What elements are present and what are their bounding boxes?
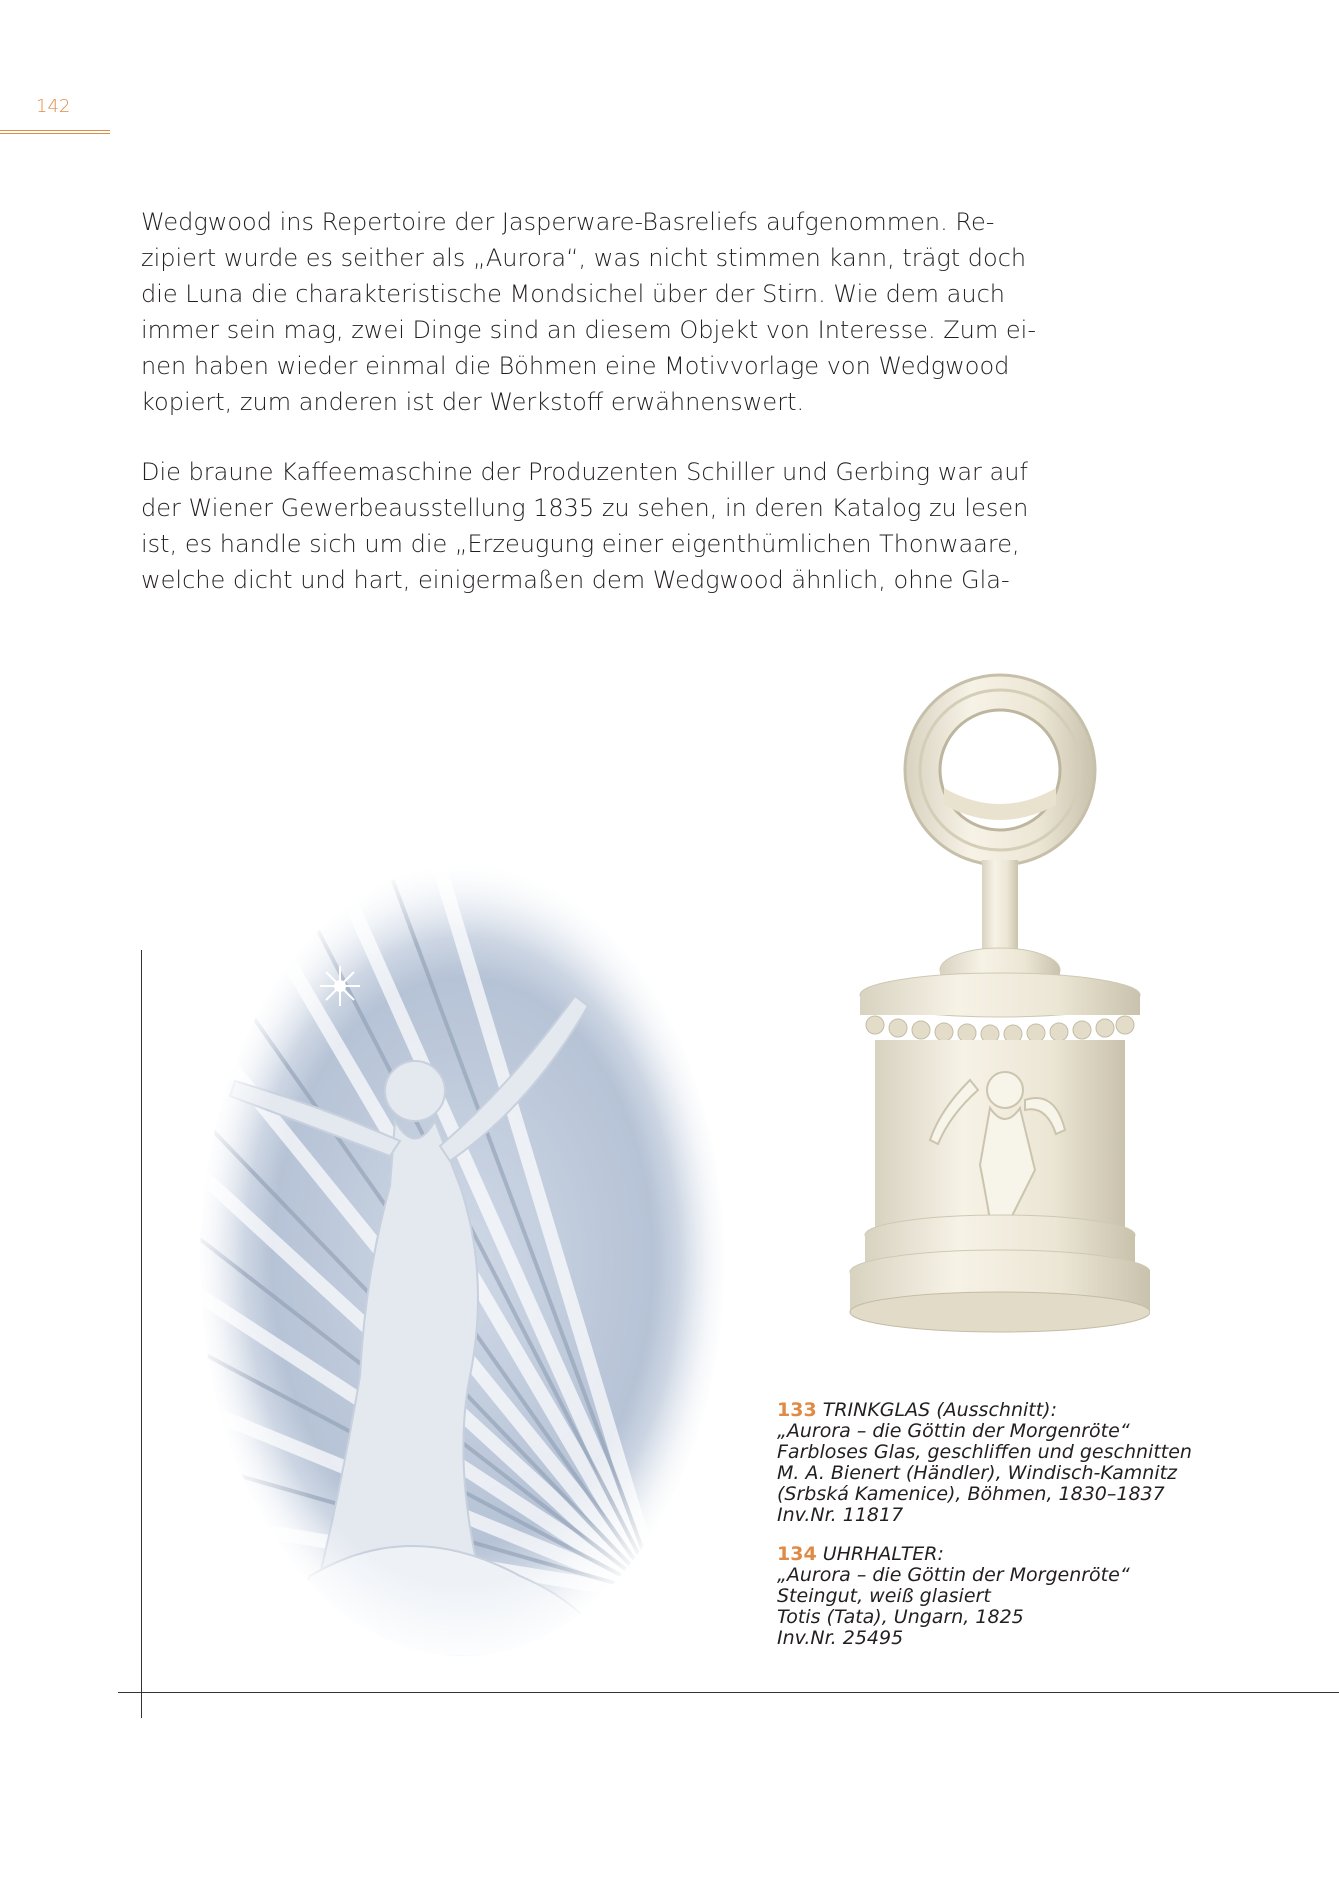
caption-line: Farbloses Glas, geschliffen und geschnitten: [777, 1441, 1192, 1463]
caption-line: Steingut, weiß glasiert: [777, 1585, 991, 1607]
caption-heading: [777, 1400, 1317, 1421]
paragraph-1: [141, 204, 1041, 420]
caption-line: „Aurora – die Göttin der Morgenröte“: [777, 1564, 1130, 1586]
glass-oval-illustration: [190, 856, 735, 1666]
header-rule: [0, 130, 110, 134]
page-number: 142: [36, 96, 71, 117]
text-line: kopiert, zum anderen ist der Werkstoff erwähnenswert.: [141, 388, 805, 416]
caption-line: (Srbská Kamenice), Böhmen, 1830–1837: [777, 1483, 1165, 1505]
caption-number: 134: [777, 1543, 817, 1565]
text-line: der Wiener Gewerbeausstellung 1835 zu sehen, in deren Katalog zu lesen: [141, 494, 1029, 522]
caption-line: Totis (Tata), Ungarn, 1825: [777, 1606, 1024, 1628]
frame-vertical-line: [141, 950, 142, 1718]
frame-horizontal-line: [118, 1692, 1339, 1693]
caption-title: UHRHALTER:: [822, 1543, 944, 1565]
text-line: nen haben wieder einmal die Böhmen eine Motivvorlage von Wedgwood: [141, 352, 1010, 380]
caption-line: „Aurora – die Göttin der Morgenröte“: [777, 1420, 1130, 1442]
paragraph-2: [141, 454, 1041, 598]
caption-heading: [777, 1544, 1317, 1565]
text-line: immer sein mag, zwei Dinge sind an diesem Objekt von Interesse. Zum ei-: [141, 316, 1036, 344]
text-line: Wedgwood ins Repertoire der Jasperware-Basreliefs aufgenommen. Re-: [141, 208, 995, 236]
caption-133: [777, 1400, 1317, 1526]
text-line: welche dicht und hart, einigermaßen dem Wedgwood ähnlich, ohne Gla-: [141, 566, 1010, 594]
caption-134: [777, 1544, 1317, 1649]
text-line: die Luna die charakteristische Mondsichel über der Stirn. Wie dem auch: [141, 280, 1005, 308]
clock-holder-illustration: [820, 660, 1150, 1360]
caption-line: Inv.Nr. 25495: [777, 1627, 904, 1649]
text-line: ist, es handle sich um die „Erzeugung einer eigenthümlichen Thonwaare,: [141, 530, 1020, 558]
clock-holder-image: [820, 660, 1150, 1360]
caption-line: Inv.Nr. 11817: [777, 1504, 904, 1526]
text-line: zipiert wurde es seither als „Aurora“, was nicht stimmen kann, trägt doch: [141, 244, 1027, 272]
caption-title: TRINKGLAS (Ausschnitt):: [822, 1399, 1057, 1421]
text-line: Die braune Kaffeemaschine der Produzenten Schiller und Gerbing war auf: [141, 458, 1028, 486]
caption-line: M. A. Bienert (Händler), Windisch-Kamnitz: [777, 1462, 1178, 1484]
caption-number: 133: [777, 1399, 817, 1421]
glass-oval-image: [190, 856, 735, 1666]
captions: [777, 1400, 1317, 1667]
